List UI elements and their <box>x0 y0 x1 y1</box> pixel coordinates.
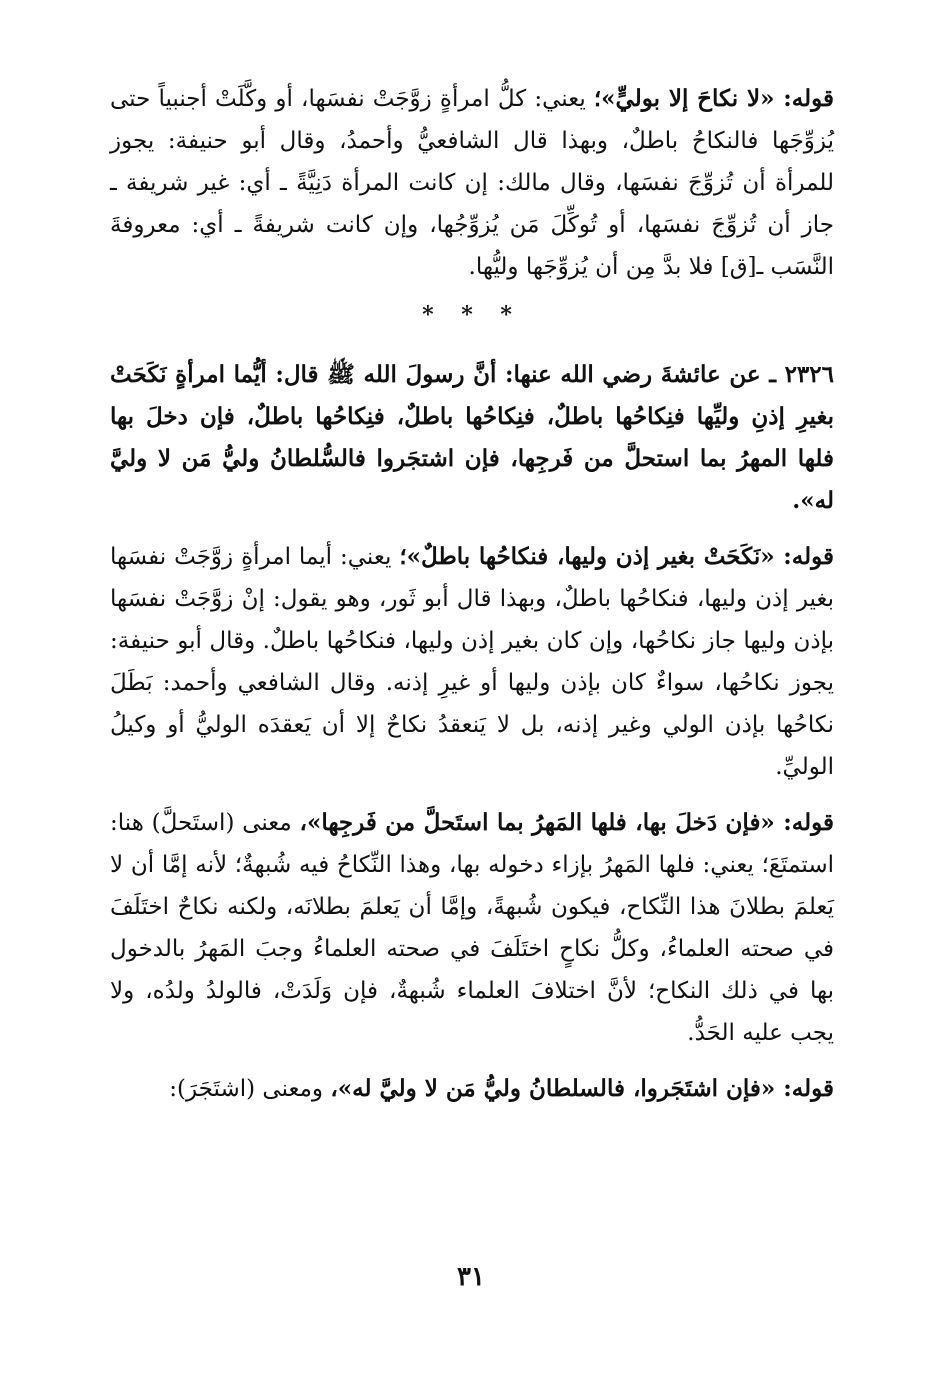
paragraph-4-lead: قوله: «فإن دَخلَ بها، فلها المَهرُ بما استَحلَّ من فَرجِها»، <box>299 809 834 836</box>
section-divider: * * * <box>422 302 522 328</box>
page-number: ٣١ <box>457 1262 485 1292</box>
paragraph-5-lead: قوله: «فإن اشتَجَروا، فالسلطانُ وليُّ مَن لا وليَّ له»، <box>330 1075 834 1102</box>
paragraph-3-body: يعني: أيما امرأةٍ زوَّجَتْ نفسَها بغير إذن وليها، فنكاحُها باطلٌ، وبهذا قال أبو ثَور، وهو يقول: إنْ زوَّجَتْ نفسَها بإذن وليها جاز نكاحُها، وإن كان بغير إذن وليها، فنكاحُها باطلٌ. وقال أبو حنيفة: يجوز نكاحُها، سواءٌ كان بإذن وليها أو غيرِ إذنه. وقال الشافعي وأحمد: بَطَلَ نكاحُها بإذن الولي وغير إذنه، بل لا يَنعقدُ نكاحٌ إلا أن يَعقدَه الوليُّ أو وكيلُ الوليِّ. <box>110 544 834 780</box>
paragraph-4 <box>110 802 834 1054</box>
hadith-2326 <box>110 354 834 522</box>
page-body <box>110 78 834 1124</box>
paragraph-1 <box>110 78 834 288</box>
paragraph-1-body: يعني: كلُّ امرأةٍ زوَّجَتْ نفسَها، أو وكَّلَتْ أجنبياً حتى يُزوِّجَها فالنكاحُ باطلٌ، وبهذا قال الشافعيُّ وأحمدُ، وقال أبو حنيفة: يجوز للمرأة أن تُزوِّجَ نفسَها، وقال مالك: إن كانت المرأة دَنِيَّةً ـ أي: غير شريفة ـ جاز أن تُزوِّجَ نفسَها، أو تُوكِّلَ مَن يُزوِّجُها، وإن كانت شريفةً ـ أي: معروفةَ النَّسَب ـ[ق] فلا بدَّ مِن أن يُزوِّجَها وليُّها. <box>110 86 834 280</box>
paragraph-5 <box>110 1068 834 1110</box>
paragraph-4-body: معنى (استَحلَّ) هنا: استمتَعَ؛ يعني: فلها المَهرُ بإزاء دخوله بها، وهذا النِّكاحُ فيه شُبهةٌ؛ لأنه إمَّا أن لا يَعلمَ بطلانَ هذا النِّكاح، فيكون شُبهةً، وإمَّا أن يَعلمَ بطلانَه، ولكنه نكاحٌ اختَلَفَ في صحته العلماءُ، وكلُّ نكاحٍ اختَلَفَ في صحته العلماءُ وجبَ المَهرُ بالدخول بها في ذلك النكاح؛ لأنَّ اختلافَ العلماء شُبهةٌ، فإن وَلَدَتْ، فالولدُ ولدُه، ولا يجب عليه الحَدُّ. <box>110 810 834 1046</box>
paragraph-5-body: ومعنى (اشتَجَرَ): <box>169 1076 331 1102</box>
paragraph-3 <box>110 536 834 788</box>
paragraph-3-lead: قوله: «نَكَحَتْ بغير إذن وليها، فنكاحُها باطلٌ»؛ <box>399 543 834 570</box>
hadith-2326-text: ٢٣٢٦ ـ عن عائشةَ رضي الله عنها: أنَّ رسولَ الله ﷺ قال: أيُّما امرأةٍ نَكَحَتْ بغيرِ إذنِ وليِّها فنِكاحُها باطلٌ، فنِكاحُها باطلٌ، فنِكاحُها باطلٌ، فإن دخلَ بها فلها المهرُ بما استحلَّ من فَرجِها، فإن اشتجَروا فالسُّلطانُ وليُّ مَن لا وليَّ له». <box>110 361 834 514</box>
paragraph-1-lead: قوله: «لا نكاحَ إلا بوليٍّ»؛ <box>593 85 834 112</box>
